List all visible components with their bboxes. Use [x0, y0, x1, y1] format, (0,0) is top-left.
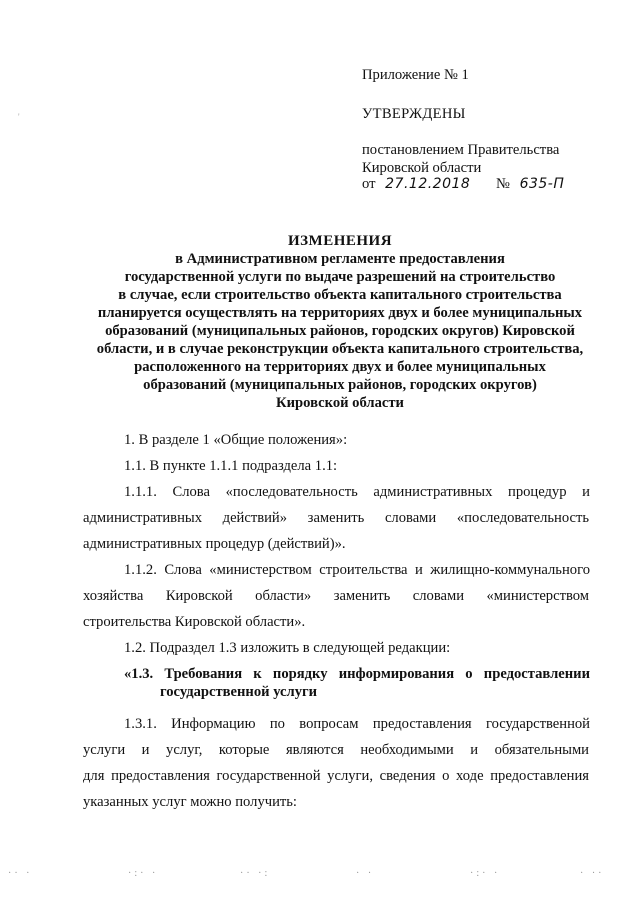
- paragraph-1-1: 1.1. В пункте 1.1.1 подраздела 1.1:: [124, 458, 338, 474]
- title-line: Кировской области: [276, 395, 404, 411]
- approval-date-line: [362, 176, 564, 193]
- title-line: планируется осуществлять на территориях двух и более муниципальных: [97, 305, 583, 321]
- paragraph-1: 1. В разделе 1 «Общие положения»:: [124, 432, 348, 448]
- paragraph-1-3-1-line2: услуги и услуг, которые являются необходимыми и обязательными: [83, 742, 589, 758]
- scan-artifact: ·:· ·: [128, 868, 159, 879]
- subsection-1-3-heading-line1: «1.3. Требования к порядку информирования о предоставлении: [124, 666, 590, 682]
- title-heading: ИЗМЕНЕНИЯ: [287, 233, 393, 249]
- title-line: образований (муниципальных районов, городских округов): [143, 377, 537, 393]
- paragraph-1-1-1-line3: административных процедур (действий)».: [83, 536, 346, 552]
- date-prefix: от: [362, 176, 376, 192]
- paragraph-1-3-1-line3: для предоставления государственной услуги, сведения о ходе предоставления: [83, 768, 589, 784]
- scan-artifact: ·:· ·: [470, 868, 501, 879]
- title-line: в случае, если строительство объекта капитального строительства: [118, 287, 562, 303]
- subsection-1-3-heading-line2: государственной услуги: [160, 684, 318, 700]
- title-line: государственной услуги по выдаче разрешений на строительство: [124, 269, 556, 285]
- paragraph-1-1-2-line2: хозяйства Кировской области» заменить словами «министерством: [83, 588, 589, 604]
- approved-by-line2: Кировской области: [362, 160, 482, 176]
- document-title: [60, 232, 620, 412]
- scan-artifact: ·· ·:: [240, 868, 271, 879]
- number-prefix: №: [495, 176, 510, 192]
- appendix-label: Приложение № 1: [362, 67, 469, 83]
- paragraph-1-3-1-line4: указанных услуг можно получить:: [83, 794, 297, 810]
- handwritten-number: 635-П: [519, 176, 565, 192]
- scan-artifact: · ··: [580, 868, 605, 879]
- paragraph-1-1-2-line3: строительства Кировской области».: [83, 614, 306, 630]
- scan-artifact: ·· ·: [8, 868, 33, 879]
- title-line: в Административном регламенте предоставления: [175, 251, 505, 267]
- title-line: области, и в случае реконструкции объекта капитального строительства,: [96, 341, 584, 357]
- title-line: расположенного на территориях двух и более муниципальных: [134, 359, 546, 375]
- scan-mark: ': [18, 112, 20, 122]
- paragraph-1-1-1-line2: административных действий» заменить словами «последовательность: [83, 510, 589, 526]
- handwritten-date: 27.12.2018: [385, 176, 471, 192]
- paragraph-1-2: 1.2. Подраздел 1.3 изложить в следующей редакции:: [124, 640, 451, 656]
- paragraph-1-1-2-line1: 1.1.2. Слова «министерством строительства и жилищно-коммунального: [124, 562, 590, 578]
- approved-label: УТВЕРЖДЕНЫ: [362, 106, 466, 122]
- approved-by-line1: постановлением Правительства: [362, 142, 560, 158]
- scan-artifact: · ·: [356, 868, 375, 879]
- paragraph-1-3-1-line1: 1.3.1. Информацию по вопросам предоставления государственной: [124, 716, 590, 732]
- title-line: образований (муниципальных районов, городских округов) Кировской: [105, 323, 575, 339]
- paragraph-1-1-1-line1: 1.1.1. Слова «последовательность административных процедур и: [124, 484, 590, 500]
